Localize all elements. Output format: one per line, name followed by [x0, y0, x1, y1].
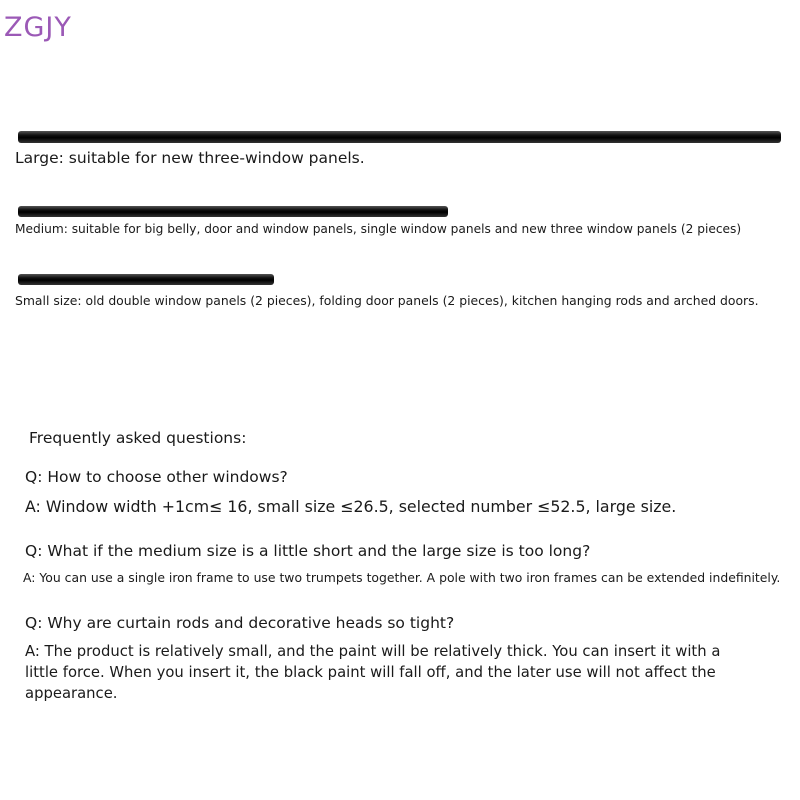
- rod-medium-label: Medium: suitable for big belly, door and window panels, single window panels and new three window panels (2 pieces): [15, 222, 742, 236]
- faq-question-1: Q: How to choose other windows?: [25, 468, 288, 486]
- faq-question-3: Q: Why are curtain rods and decorative heads so tight?: [25, 614, 455, 632]
- faq-answer-2: A: You can use a single iron frame to use two trumpets together. A pole with two iron frames can be extended indefinitely.: [23, 570, 781, 585]
- curtain-rod-small-image: [18, 274, 274, 285]
- faq-answer-1: A: Window width +1cm≤ 16, small size ≤26.5, selected number ≤52.5, large size.: [25, 497, 677, 516]
- rod-small-label: Small size: old double window panels (2 pieces), folding door panels (2 pieces), kitchen hanging rods and arched doors.: [15, 293, 759, 308]
- faq-title: Frequently asked questions:: [29, 429, 247, 447]
- faq-answer-3: A: The product is relatively small, and the paint will be relatively thick. You can insert it with a little force. When you insert it, the black paint will fall off, and the later use will not affect the appearance.: [25, 643, 721, 702]
- curtain-rod-large-image: [18, 131, 781, 143]
- rod-large-label: Large: suitable for new three-window panels.: [15, 149, 365, 167]
- brand-logo-text: ZGJY: [4, 12, 72, 43]
- curtain-rod-medium-image: [18, 206, 448, 217]
- faq-question-2: Q: What if the medium size is a little short and the large size is too long?: [25, 542, 591, 560]
